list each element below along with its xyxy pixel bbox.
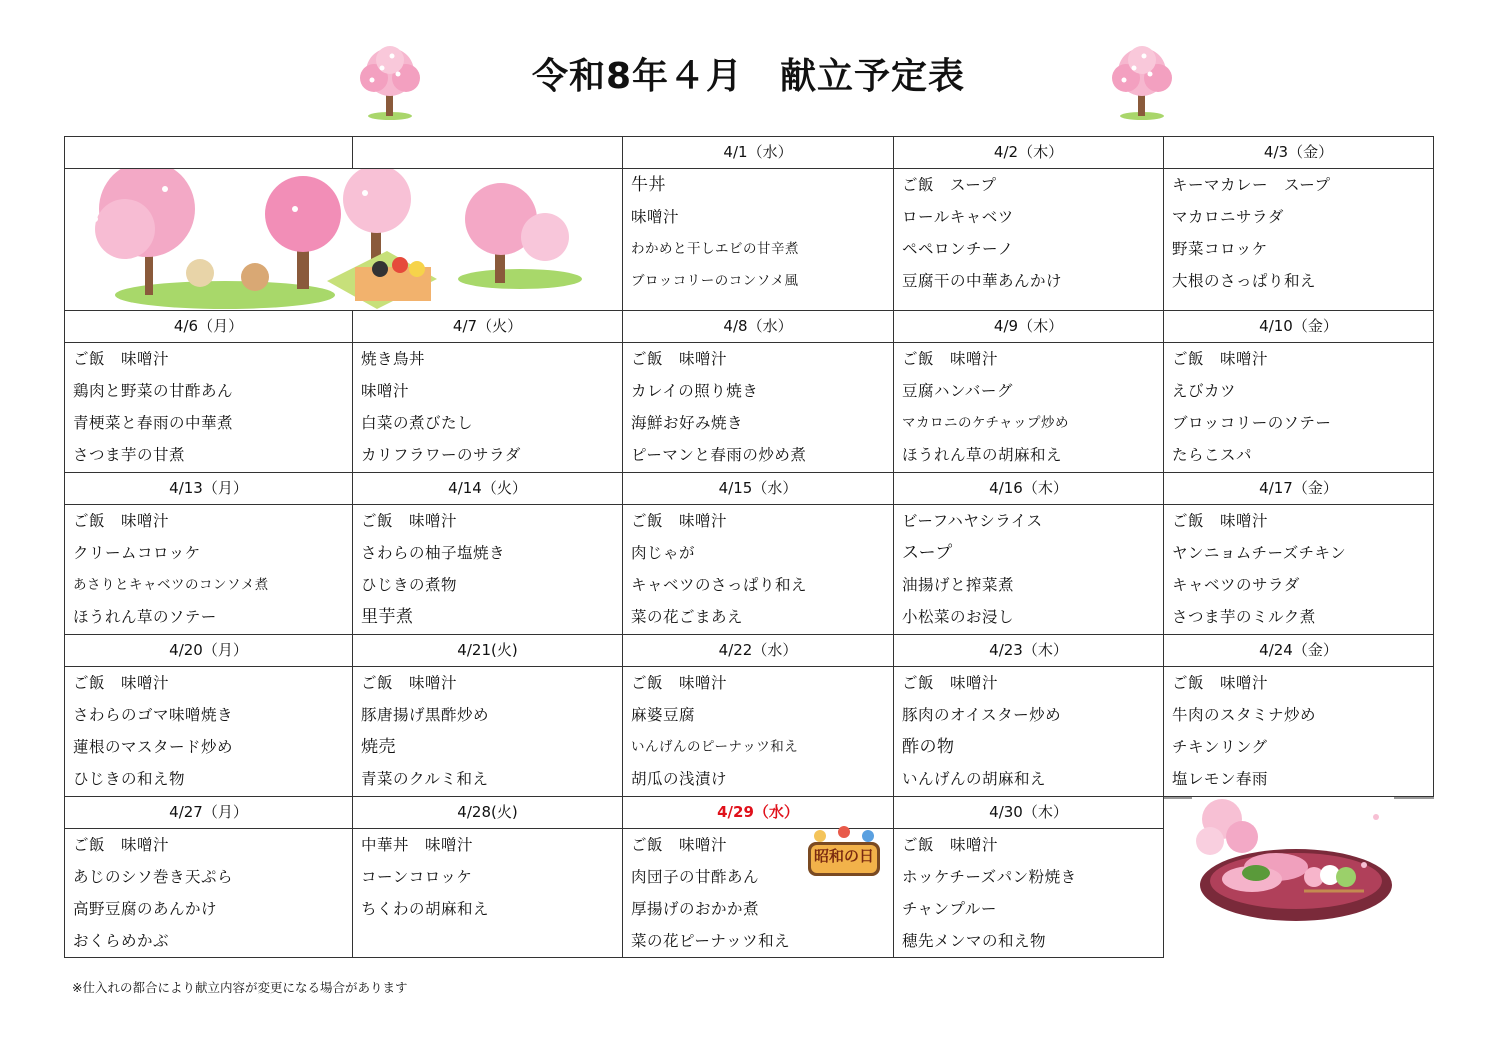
- dish: 菜の花ピーナッツ和え: [631, 932, 791, 950]
- dish: 中華丼 味噌汁: [361, 836, 474, 854]
- cherry-tree-icon-right: [1100, 44, 1182, 122]
- dish: マカロニサラダ: [1172, 208, 1284, 226]
- date-header: 4/3（金）: [1164, 137, 1434, 169]
- dish: 豆腐干の中華あんかけ: [902, 272, 1063, 290]
- dish: カリフラワーのサラダ: [361, 446, 521, 464]
- dish: ブロッコリーのコンソメ風: [631, 273, 799, 289]
- date-header: 4/2（木）: [894, 137, 1164, 169]
- dish: ご飯 味噌汁: [361, 512, 458, 530]
- dish: さわらの柚子塩焼き: [361, 544, 506, 562]
- dish: ペペロンチーノ: [902, 240, 1014, 258]
- dish: ほうれん草の胡麻和え: [902, 446, 1063, 464]
- menu-cell: [894, 169, 1164, 311]
- dish: おくらめかぶ: [73, 932, 170, 950]
- dish: さつま芋のミルク煮: [1172, 608, 1316, 626]
- dish: 酢の物: [902, 737, 955, 757]
- sakura-mochi-icon: [1164, 797, 1434, 933]
- date-header: 4/14（火）: [353, 473, 623, 505]
- dish: キャベツのさっぱり和え: [631, 576, 808, 594]
- showa-day-badge: [806, 826, 882, 884]
- dish: 青菜のクルミ和え: [361, 770, 489, 788]
- dish: 味噌汁: [361, 382, 410, 400]
- dish: えびカツ: [1172, 382, 1237, 400]
- picnic-illustration-icon: [65, 169, 623, 311]
- dish: キーマカレー スープ: [1172, 176, 1331, 194]
- date-header: 4/21(火): [353, 635, 623, 667]
- date-header: 4/15（水）: [623, 473, 894, 505]
- dish: 牛肉のスタミナ炒め: [1172, 706, 1317, 724]
- showa-day-label: 昭和の日: [813, 847, 874, 865]
- dish: チキンリング: [1172, 738, 1268, 756]
- menu-cell: [353, 667, 623, 797]
- dish: ご飯 スープ: [902, 176, 997, 194]
- dish: いんげんの胡麻和え: [902, 770, 1047, 788]
- dish: コーンコロッケ: [361, 868, 473, 886]
- dish: 野菜コロッケ: [1172, 240, 1268, 258]
- dish: ホッケチーズパン粉焼き: [902, 868, 1077, 886]
- dish: ご飯 味噌汁: [631, 674, 728, 692]
- dish: 焼売: [361, 737, 396, 757]
- menu-cell: [1164, 169, 1434, 311]
- spring-picnic-illustration: [65, 169, 623, 311]
- menu-cell: [1164, 343, 1434, 473]
- dish: 大根のさっぱり和え: [1172, 272, 1317, 290]
- dish: クリームコロッケ: [73, 544, 201, 562]
- date-header: 4/23（木）: [894, 635, 1164, 667]
- mochi-illustration: [1164, 797, 1434, 958]
- dish: 塩レモン春雨: [1172, 770, 1269, 788]
- dish: 小松菜のお浸し: [902, 608, 1015, 626]
- dish: [353, 925, 622, 957]
- date-header: 4/1（水）: [623, 137, 894, 169]
- date-header-blank: [353, 137, 623, 169]
- dish: あじのシソ巻き天ぷら: [73, 868, 234, 886]
- dish: 肉団子の甘酢あん: [631, 868, 760, 886]
- dish: いんげんのピーナッツ和え: [631, 739, 799, 755]
- dish: マカロニのケチャップ炒め: [902, 415, 1070, 431]
- date-header: 4/8（水）: [623, 311, 894, 343]
- dish: 穂先メンマの和え物: [902, 932, 1047, 950]
- dish: ご飯 味噌汁: [73, 674, 170, 692]
- cherry-tree-icon-left: [348, 44, 430, 122]
- dish: ビーフハヤシライス: [902, 512, 1043, 530]
- menu-cell: [1164, 667, 1434, 797]
- menu-cell: [894, 667, 1164, 797]
- date-header: 4/13（月）: [65, 473, 353, 505]
- menu-cell: [353, 829, 623, 958]
- dish: 里芋煮: [361, 607, 414, 627]
- date-header: 4/22（水）: [623, 635, 894, 667]
- dish: 豚唐揚げ黒酢炒め: [361, 706, 490, 724]
- date-header: 4/7（火）: [353, 311, 623, 343]
- dish: ひじきの煮物: [361, 576, 458, 594]
- menu-cell: [623, 667, 894, 797]
- menu-cell: [894, 505, 1164, 635]
- date-header-holiday: 4/29（水）: [623, 797, 894, 829]
- date-header: 4/16（木）: [894, 473, 1164, 505]
- dish: 胡瓜の浅漬け: [631, 770, 728, 788]
- dish: ご飯 味噌汁: [1172, 512, 1269, 530]
- menu-cell: [65, 505, 353, 635]
- dish: たらこスパ: [1172, 446, 1253, 464]
- menu-cell: [894, 343, 1164, 473]
- menu-cell: [65, 667, 353, 797]
- dish: ロールキャベツ: [902, 208, 1014, 226]
- menu-cell: [65, 343, 353, 473]
- dish: ご飯 味噌汁: [73, 350, 170, 368]
- date-header: 4/9（木）: [894, 311, 1164, 343]
- dish: さつま芋の甘煮: [73, 446, 186, 464]
- dish: ピーマンと春雨の炒め煮: [631, 446, 807, 464]
- date-header: 4/27（月）: [65, 797, 353, 829]
- page-title: 令和8年４月 献立予定表: [531, 56, 966, 97]
- dish: 厚揚げのおかか煮: [631, 900, 760, 918]
- date-header: 4/30（木）: [894, 797, 1164, 829]
- date-header: 4/17（金）: [1164, 473, 1434, 505]
- menu-cell: [623, 169, 894, 311]
- dish: 海鮮お好み焼き: [631, 414, 744, 432]
- menu-cell: [623, 505, 894, 635]
- menu-cell: [1164, 505, 1434, 635]
- dish: 麻婆豆腐: [631, 706, 696, 724]
- dish: ご飯 味噌汁: [361, 674, 458, 692]
- dish: さわらのゴマ味噌焼き: [73, 706, 234, 724]
- dish: 高野豆腐のあんかけ: [73, 900, 218, 918]
- menu-cell: [353, 343, 623, 473]
- dish: ご飯 味噌汁: [1172, 350, 1269, 368]
- footnote: ※仕入れの都合により献立内容が変更になる場合があります: [72, 980, 408, 995]
- dish: 味噌汁: [631, 208, 680, 226]
- dish: チャンプルー: [902, 900, 997, 918]
- dish: 豆腐ハンバーグ: [902, 382, 1013, 400]
- dish: スープ: [902, 543, 953, 563]
- dish: 焼き鳥丼: [361, 350, 426, 368]
- dish: 蓮根のマスタード炒め: [73, 738, 234, 756]
- date-header: 4/10（金）: [1164, 311, 1434, 343]
- dish: ご飯 味噌汁: [902, 674, 999, 692]
- menu-cell: [623, 343, 894, 473]
- dish: 肉じゃが: [631, 544, 696, 562]
- dish: ご飯 味噌汁: [73, 836, 170, 854]
- dish: ご飯 味噌汁: [1172, 674, 1269, 692]
- dish: 青梗菜と春雨の中華煮: [73, 414, 234, 432]
- dish: ひじきの和え物: [73, 770, 186, 788]
- dish: ほうれん草のソテー: [73, 608, 217, 626]
- date-header: 4/20（月）: [65, 635, 353, 667]
- dish: ご飯 味噌汁: [73, 512, 170, 530]
- dish: ヤンニョムチーズチキン: [1172, 544, 1347, 562]
- menu-table: [64, 136, 1434, 958]
- dish: わかめと干しエビの甘辛煮: [631, 241, 799, 257]
- dish: 豚肉のオイスター炒め: [902, 706, 1062, 724]
- date-header: 4/28(火): [353, 797, 623, 829]
- date-header: 4/24（金）: [1164, 635, 1434, 667]
- dish: 油揚げと搾菜煮: [902, 576, 1015, 594]
- dish: 菜の花ごまあえ: [631, 608, 744, 626]
- dish: ご飯 味噌汁: [902, 350, 999, 368]
- date-header-blank: [65, 137, 353, 169]
- menu-cell: [65, 829, 353, 958]
- menu-cell: [353, 505, 623, 635]
- dish: キャベツのサラダ: [1172, 576, 1300, 594]
- dish: カレイの照り焼き: [631, 382, 759, 400]
- dish: ブロッコリーのソテー: [1172, 414, 1332, 432]
- dish: ご飯 味噌汁: [631, 512, 728, 530]
- dish: 白菜の煮びたし: [361, 414, 474, 432]
- dish: 牛丼: [631, 175, 666, 195]
- date-header: 4/6（月）: [65, 311, 353, 343]
- menu-cell: [894, 829, 1164, 958]
- dish: ちくわの胡麻和え: [361, 900, 490, 918]
- dish: ご飯 味噌汁: [631, 836, 728, 854]
- dish: 鶏肉と野菜の甘酢あん: [73, 382, 234, 400]
- dish: ご飯 味噌汁: [902, 836, 999, 854]
- dish: あさりとキャベツのコンソメ煮: [73, 577, 269, 593]
- dish: ご飯 味噌汁: [631, 350, 728, 368]
